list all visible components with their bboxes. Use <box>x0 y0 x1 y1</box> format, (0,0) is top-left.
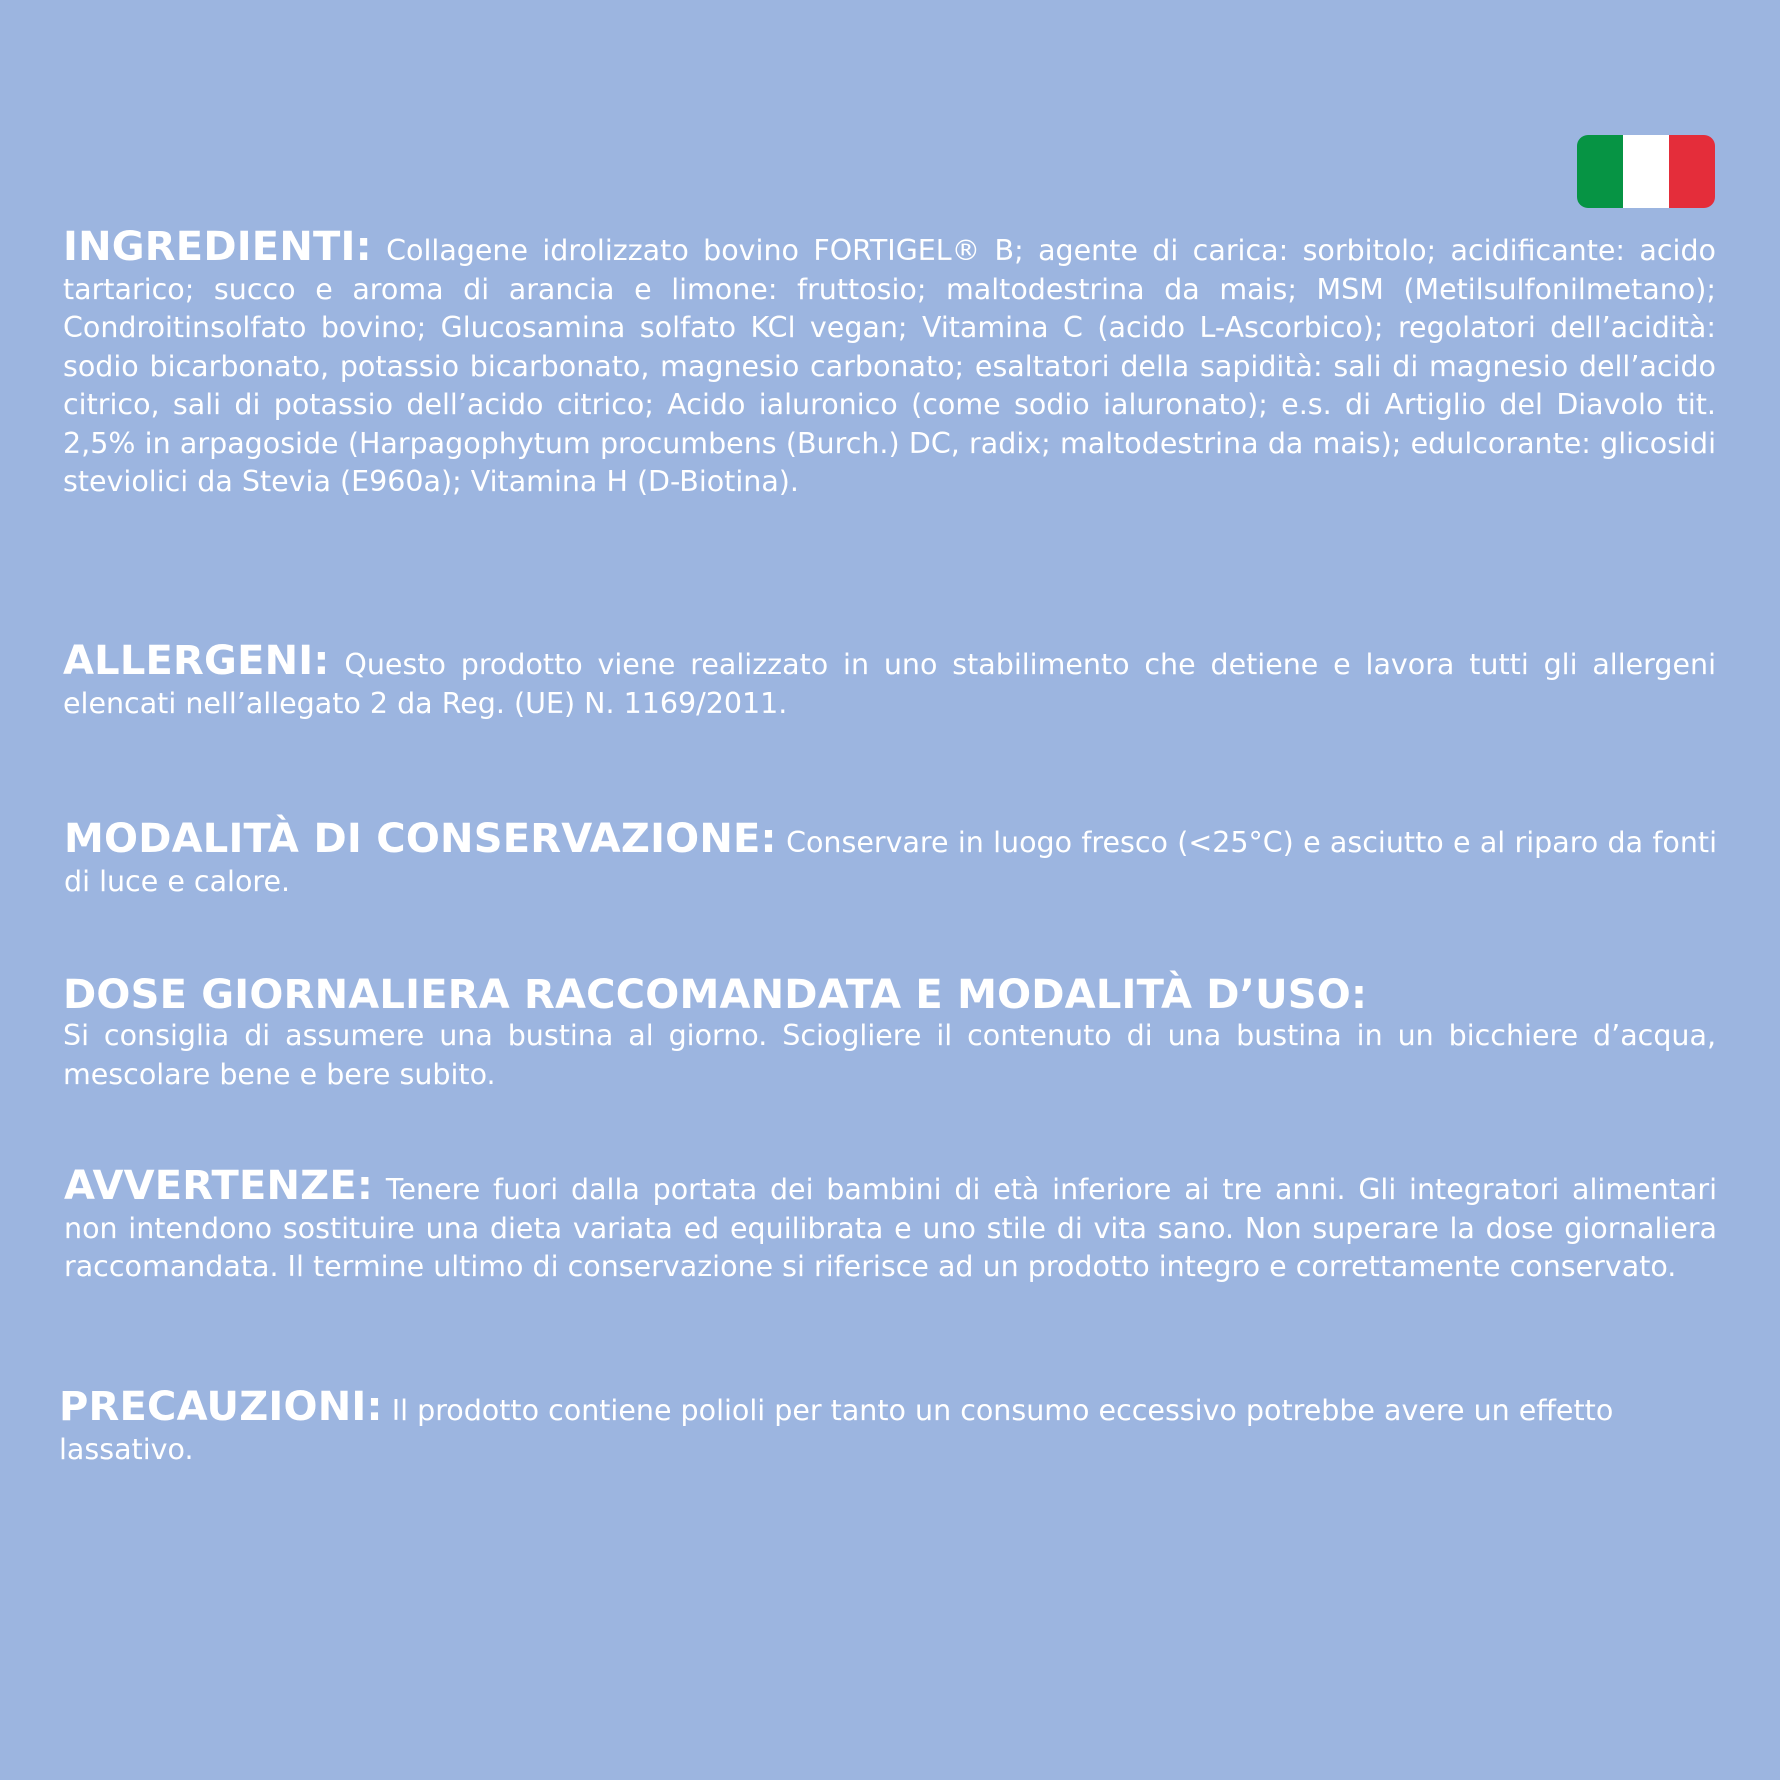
allergeni-text: Questo prodotto viene realizzato in uno stabilimento che detiene e lavora tutti gli allergeni elencati nell’allegato 2 da Reg. (UE) N. 1169/2011. <box>63 648 1716 720</box>
avvertenze-text: Tenere fuori dalla portata dei bambini di età inferiore ai tre anni. Gli integratori alimentari non intendono sostituire una dieta variata ed equilibrata e uno stile di vita sano. Non superare la dose giornaliera raccomandata. Il termine ultimo di conservazione si riferisce ad un prodotto integro e correttamente conservato. <box>64 1173 1717 1283</box>
ingredienti-heading: INGREDIENTI: <box>63 224 372 270</box>
section-precauzioni <box>59 1384 1712 1469</box>
precauzioni-text: Il prodotto contiene polioli per tanto un consumo eccessivo potrebbe avere un effetto lassativo. <box>59 1394 1614 1466</box>
italian-flag-icon <box>1577 135 1715 208</box>
conservazione-text: Conservare in luogo fresco (<25°C) e asciutto e al riparo da fonti di luce e calore. <box>64 826 1717 898</box>
section-allergeni <box>63 638 1716 723</box>
dose-text: Si consiglia di assumere una bustina al giorno. Sciogliere il contenuto di una bustina in un bicchiere d’acqua, mescolare bene e bere subito. <box>63 1019 1716 1091</box>
dose-heading: DOSE GIORNALIERA RACCOMANDATA E MODALITÀ D’USO: <box>63 972 1368 1018</box>
allergeni-heading: ALLERGENI: <box>63 638 330 684</box>
ingredienti-text: Collagene idrolizzato bovino FORTIGEL® B; agente di carica: sorbitolo; acidificante: acido tartarico; succo e aroma di arancia e limone: fruttosio; maltodestrina da mais; MSM (Metilsulfonilmetano); Condroitinsolfato bovino; Glucosamina solfato KCl vegan; Vitamina C (acido L-Ascorbico); regolatori dell’acidità: sodio bicarbonato, potassio bicarbonato, magnesio carbonato; esaltatori della sapidità: sali di magnesio dell’acido citrico, sali di potassio dell’acido citrico; Acido ialuronico (come sodio ialuronato); e.s. di Artiglio del Diavolo tit. 2,5% in arpagoside (Harpagophytum procumbens (Burch.) DC, radix; maltodestrina da mais); edulcorante: glicosidi steviolici da Stevia (E960a); Vitamina H (D-Biotina). <box>63 234 1716 498</box>
precauzioni-heading: PRECAUZIONI: <box>59 1384 383 1430</box>
section-avvertenze <box>64 1163 1717 1287</box>
section-conservazione <box>64 816 1717 901</box>
flag-green-band <box>1577 135 1623 208</box>
section-ingredienti <box>63 224 1716 502</box>
conservazione-heading: MODALITÀ DI CONSERVAZIONE: <box>64 816 777 862</box>
avvertenze-heading: AVVERTENZE: <box>64 1163 374 1209</box>
flag-red-band <box>1669 135 1715 208</box>
flag-white-band <box>1623 135 1669 208</box>
section-dose <box>63 973 1716 1094</box>
